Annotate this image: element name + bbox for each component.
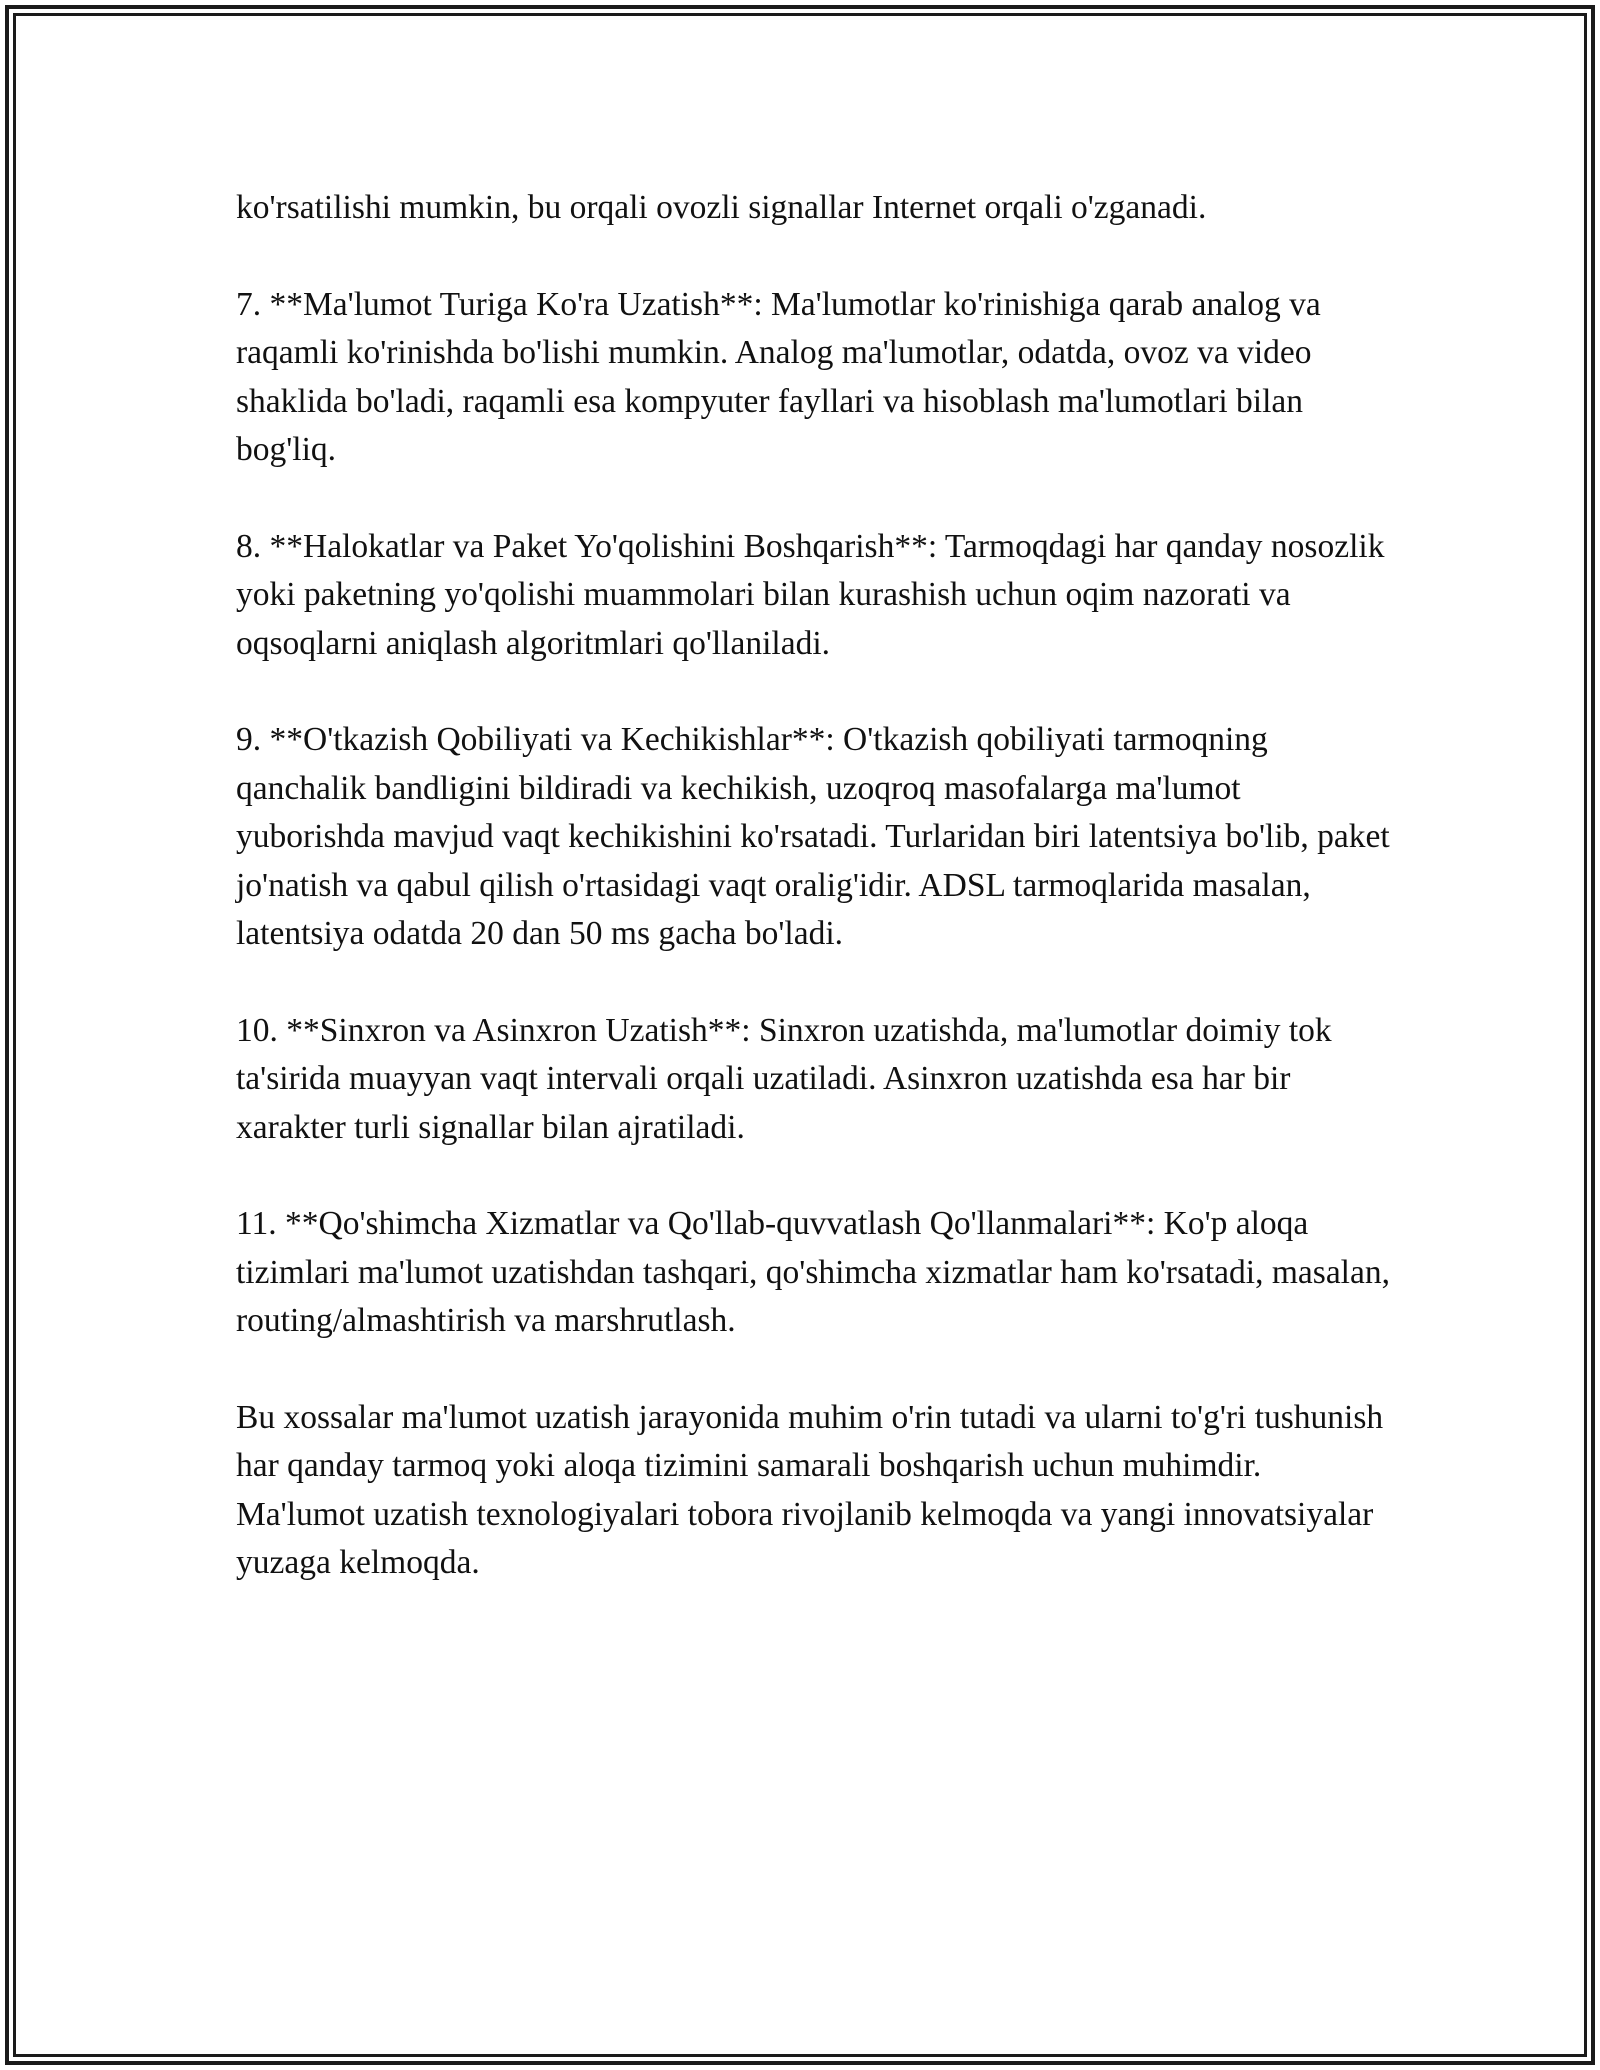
- paragraph-continuation: ko'rsatilishi mumkin, bu orqali ovozli signallar Internet orqali o'zganadi.: [236, 189, 1207, 226]
- paragraph-item-8: 8. **Halokatlar va Paket Yo'qolishini Boshqarish**: Tarmoqdagi har qanday nosozlik yoki paketning yo'qolishi muammolari bilan kurashish uchun oqim nazorati va oqsoqlarni aniqlash algoritmlari qo'llaniladi.: [236, 527, 1385, 662]
- document-body: [236, 184, 1396, 1636]
- paragraph-item-10: 10. **Sinxron va Asinxron Uzatish**: Sinxron uzatishda, ma'lumotlar doimiy tok ta'sirida muayyan vaqt intervali orqali uzatiladi. Asinxron uzatishda esa har bir xarakter turli signallar bilan ajratiladi.: [236, 1011, 1332, 1146]
- paragraph-item-7: 7. **Ma'lumot Turiga Ko'ra Uzatish**: Ma'lumotlar ko'rinishiga qarab analog va raqamli ko'rinishda bo'lishi mumkin. Analog ma'lumotlar, odatda, ovoz va video shaklida bo'ladi, raqamli esa kompyuter fayllari va hisoblash ma'lumotlari bilan bog'liq.: [236, 285, 1321, 468]
- paragraph-item-9: 9. **O'tkazish Qobiliyati va Kechikishlar**: O'tkazish qobiliyati tarmoqning qanchalik bandligini bildiradi va kechikish, uzoqroq masofalarga ma'lumot yuborishda mavjud vaqt kechikishini ko'rsatadi. Turlaridan biri latentsiya bo'lib, paket jo'natish va qabul qilish o'rtasidagi vaqt oralig'idir. ADSL tarmoqlarida masalan, latentsiya odatda 20 dan 50 ms gacha bo'ladi.: [236, 721, 1390, 952]
- paragraph-conclusion: Bu xossalar ma'lumot uzatish jarayonida muhim o'rin tutadi va ularni to'g'ri tushunish har qanday tarmoq yoki aloqa tizimini samarali boshqarish uchun muhimdir. Ma'lumot uzatish texnologiyalari tobora rivojlanib kelmoqda va yangi innovatsiyalar yuzaga kelmoqda.: [236, 1398, 1384, 1581]
- paragraph-item-11: 11. **Qo'shimcha Xizmatlar va Qo'llab-quvvatlash Qo'llanmalari**: Ko'p aloqa tizimlari ma'lumot uzatishdan tashqari, qo'shimcha xizmatlar ham ko'rsatadi, masalan, routing/almashtirish va marshrutlash.: [236, 1205, 1390, 1339]
